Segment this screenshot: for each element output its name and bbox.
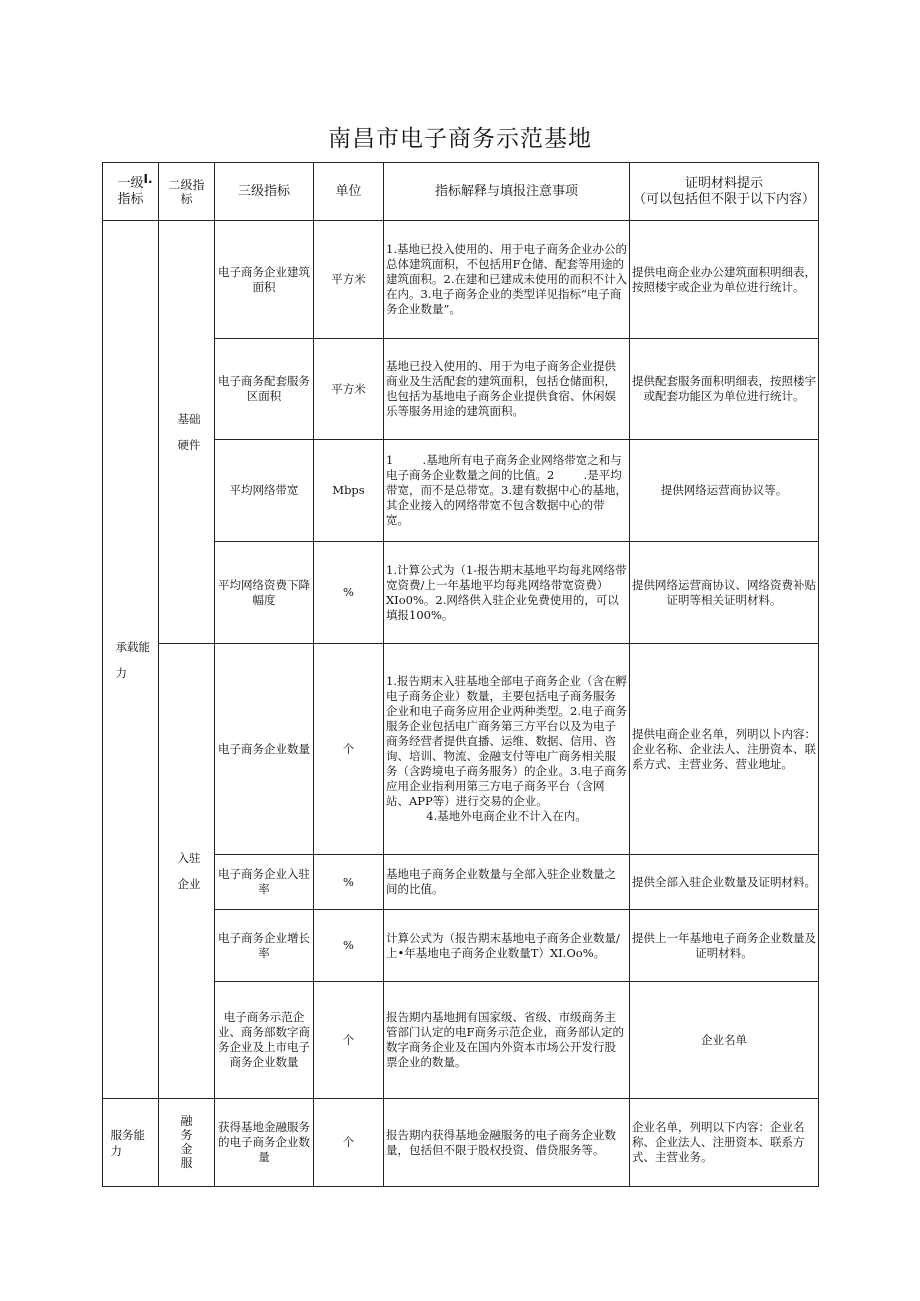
group-carrying: 承载能力	[103, 221, 159, 1099]
group-service: 服务能力	[103, 1099, 159, 1187]
indicator-name: 电子商务配套服务区面积	[215, 339, 314, 440]
indicator-explanation: 1.计算公式为（1-报告期末基地平均每兆网络带宽资费/上一年基地平均每兆网络带宽资费）XIo0%。2.网络供入驻企业免费使用的，可以填报100%。	[384, 542, 630, 644]
page-title: 南昌市电子商务示范基地	[328, 126, 592, 152]
group-finance: 融务金服	[159, 1099, 215, 1187]
indicator-explanation: 1.基地已投入使用的、用于电子商务企业办公的总体建筑面积，不包括用F仓储、配套等用途的建筑面积。2.在建和已建成未使用的而积不计入在内。3.电子商务企业的类型详见指标“电子商务企业数量”。	[384, 221, 630, 339]
indicator-evidence: 提供电商企业办公建筑面积明细表，按照楼宇或企业为单位进行统计。	[630, 221, 819, 339]
indicator-name: 电子商务企业入驻率	[215, 855, 314, 910]
header-evidence	[630, 163, 819, 221]
header-unit: 单位	[314, 163, 384, 221]
indicator-explanation: 计算公式为（报告期末基地电子商务企业数量/上•年基地电子商务企业数量T）XI.Oo%。	[384, 910, 630, 982]
indicator-name: 电子商务示范企业、商务部数字商务企业及上市电子商务企业数量	[215, 982, 314, 1099]
indicator-explanation-main: 1.报告期末入驻基地全部电子商务企业（含在孵电子商务企业）数量，主要包括电子商务服务企业和电子商务应用企业两种类型。2.电子商务服务企业包括电广商务第三方平台以及为电子商务经营者提供直播、运维、数据、信用、咨询、培训、物流、金融支付等电广商务相关服务（含跨境电子商务服务）的企业。3.电子商务应用企业指利用第三方电子商务平台（含网站、APP等）进行交易的企业。	[386, 674, 627, 808]
indicator-evidence: 提供网络运营商协议、网络资费补贴证明等相关证明材料。	[630, 542, 819, 644]
indicator-explanation: 基地已投入使用的、用于为电子商务企业提供商业及生活配套的建筑面积，包括仓储面积，也包括为基地电子商务企业提供食宿、休闲娱乐等服务用途的建筑面积。	[384, 339, 630, 440]
indicator-evidence: 企业名单，列明以下内容：企业名称、企业法人、注册资本、联系方式、主营业务。	[630, 1099, 819, 1187]
header-evidence-line1: 证明材料提示	[684, 175, 763, 191]
indicator-evidence: 提供网络运营商协议等。	[630, 440, 819, 542]
indicator-name: 获得基地金融服务的电子商务企业数量	[215, 1099, 314, 1187]
indicator-evidence: 提供配套服务面积明细表，按照楼宇或配套功能区为单位进行统计。	[630, 339, 819, 440]
indicator-unit: %	[314, 910, 384, 982]
table-row	[103, 644, 819, 855]
indicator-unit: Mbps	[314, 440, 384, 542]
header-evidence-line2: （可以包括但不限于以下内容）	[632, 191, 815, 207]
group-settled: 入驻企业	[159, 644, 215, 1099]
indicator-name: 平均网络资费下降幅度	[215, 542, 314, 644]
table-row	[103, 1099, 819, 1187]
header-explanation: 指标解释与填报注意事项	[384, 163, 630, 221]
header-level1: 一级指标	[103, 163, 159, 221]
header-level2: I. 二级指标	[159, 163, 215, 221]
indicator-name: 平均网络带宽	[215, 440, 314, 542]
indicator-explanation	[384, 644, 630, 855]
indicator-explanation: 报告期内获得基地金融服务的电子商务企业数量，包括但不限于股权投资、借贷服务等。	[384, 1099, 630, 1187]
indicator-unit: 个	[314, 644, 384, 855]
indicator-evidence: 提供上一年基地电子商务企业数量及证明材料。	[630, 910, 819, 982]
indicator-name: 电子商务企业数量	[215, 644, 314, 855]
indicator-evidence: 企业名单	[630, 982, 819, 1099]
indicator-evidence: 提供电商企业名单，列明以卜内容：企业名称、企业法人、注册资本、联系方式、主营业务、营业地址。	[630, 644, 819, 855]
table-row	[103, 221, 819, 339]
indicator-unit: %	[314, 542, 384, 644]
indicator-unit: 平方米	[314, 221, 384, 339]
indicator-table	[102, 162, 819, 1187]
indicator-explanation: 基地电子商务企业数量与全部入驻企业数量之间的比值。	[384, 855, 630, 910]
indicator-explanation: 1 .基地所有电子商务企业网络带宽之和与电子商务企业数量之间的比值。2 .是平均带宽，而不是总带宽。3.建有数据中心的基地，其企业接入的网络带宽不包含数据中心的带宽。	[384, 440, 630, 542]
indicator-unit: %	[314, 855, 384, 910]
indicator-unit: 平方米	[314, 339, 384, 440]
indicator-unit: 个	[314, 1099, 384, 1187]
indicator-explanation-tail: 4.基地外电商企业不计入在内。	[426, 809, 587, 823]
indicator-name: 电子商务企业增长率	[215, 910, 314, 982]
indicator-name: 电子商务企业建筑面积	[215, 221, 314, 339]
header-level3: 三级指标	[215, 163, 314, 221]
indicator-explanation: 报告期内基地拥有国家级、省级、市级商务主管部门认定的电F商务示范企业，商务部认定的数字商务企业及在国内外资本市场公开发行股票企业的数量。	[384, 982, 630, 1099]
indicator-evidence: 提供全部入驻企业数量及证明材料。	[630, 855, 819, 910]
header-row	[103, 163, 819, 221]
indicator-unit: 个	[314, 982, 384, 1099]
group-hardware: 基础硬件	[159, 221, 215, 644]
